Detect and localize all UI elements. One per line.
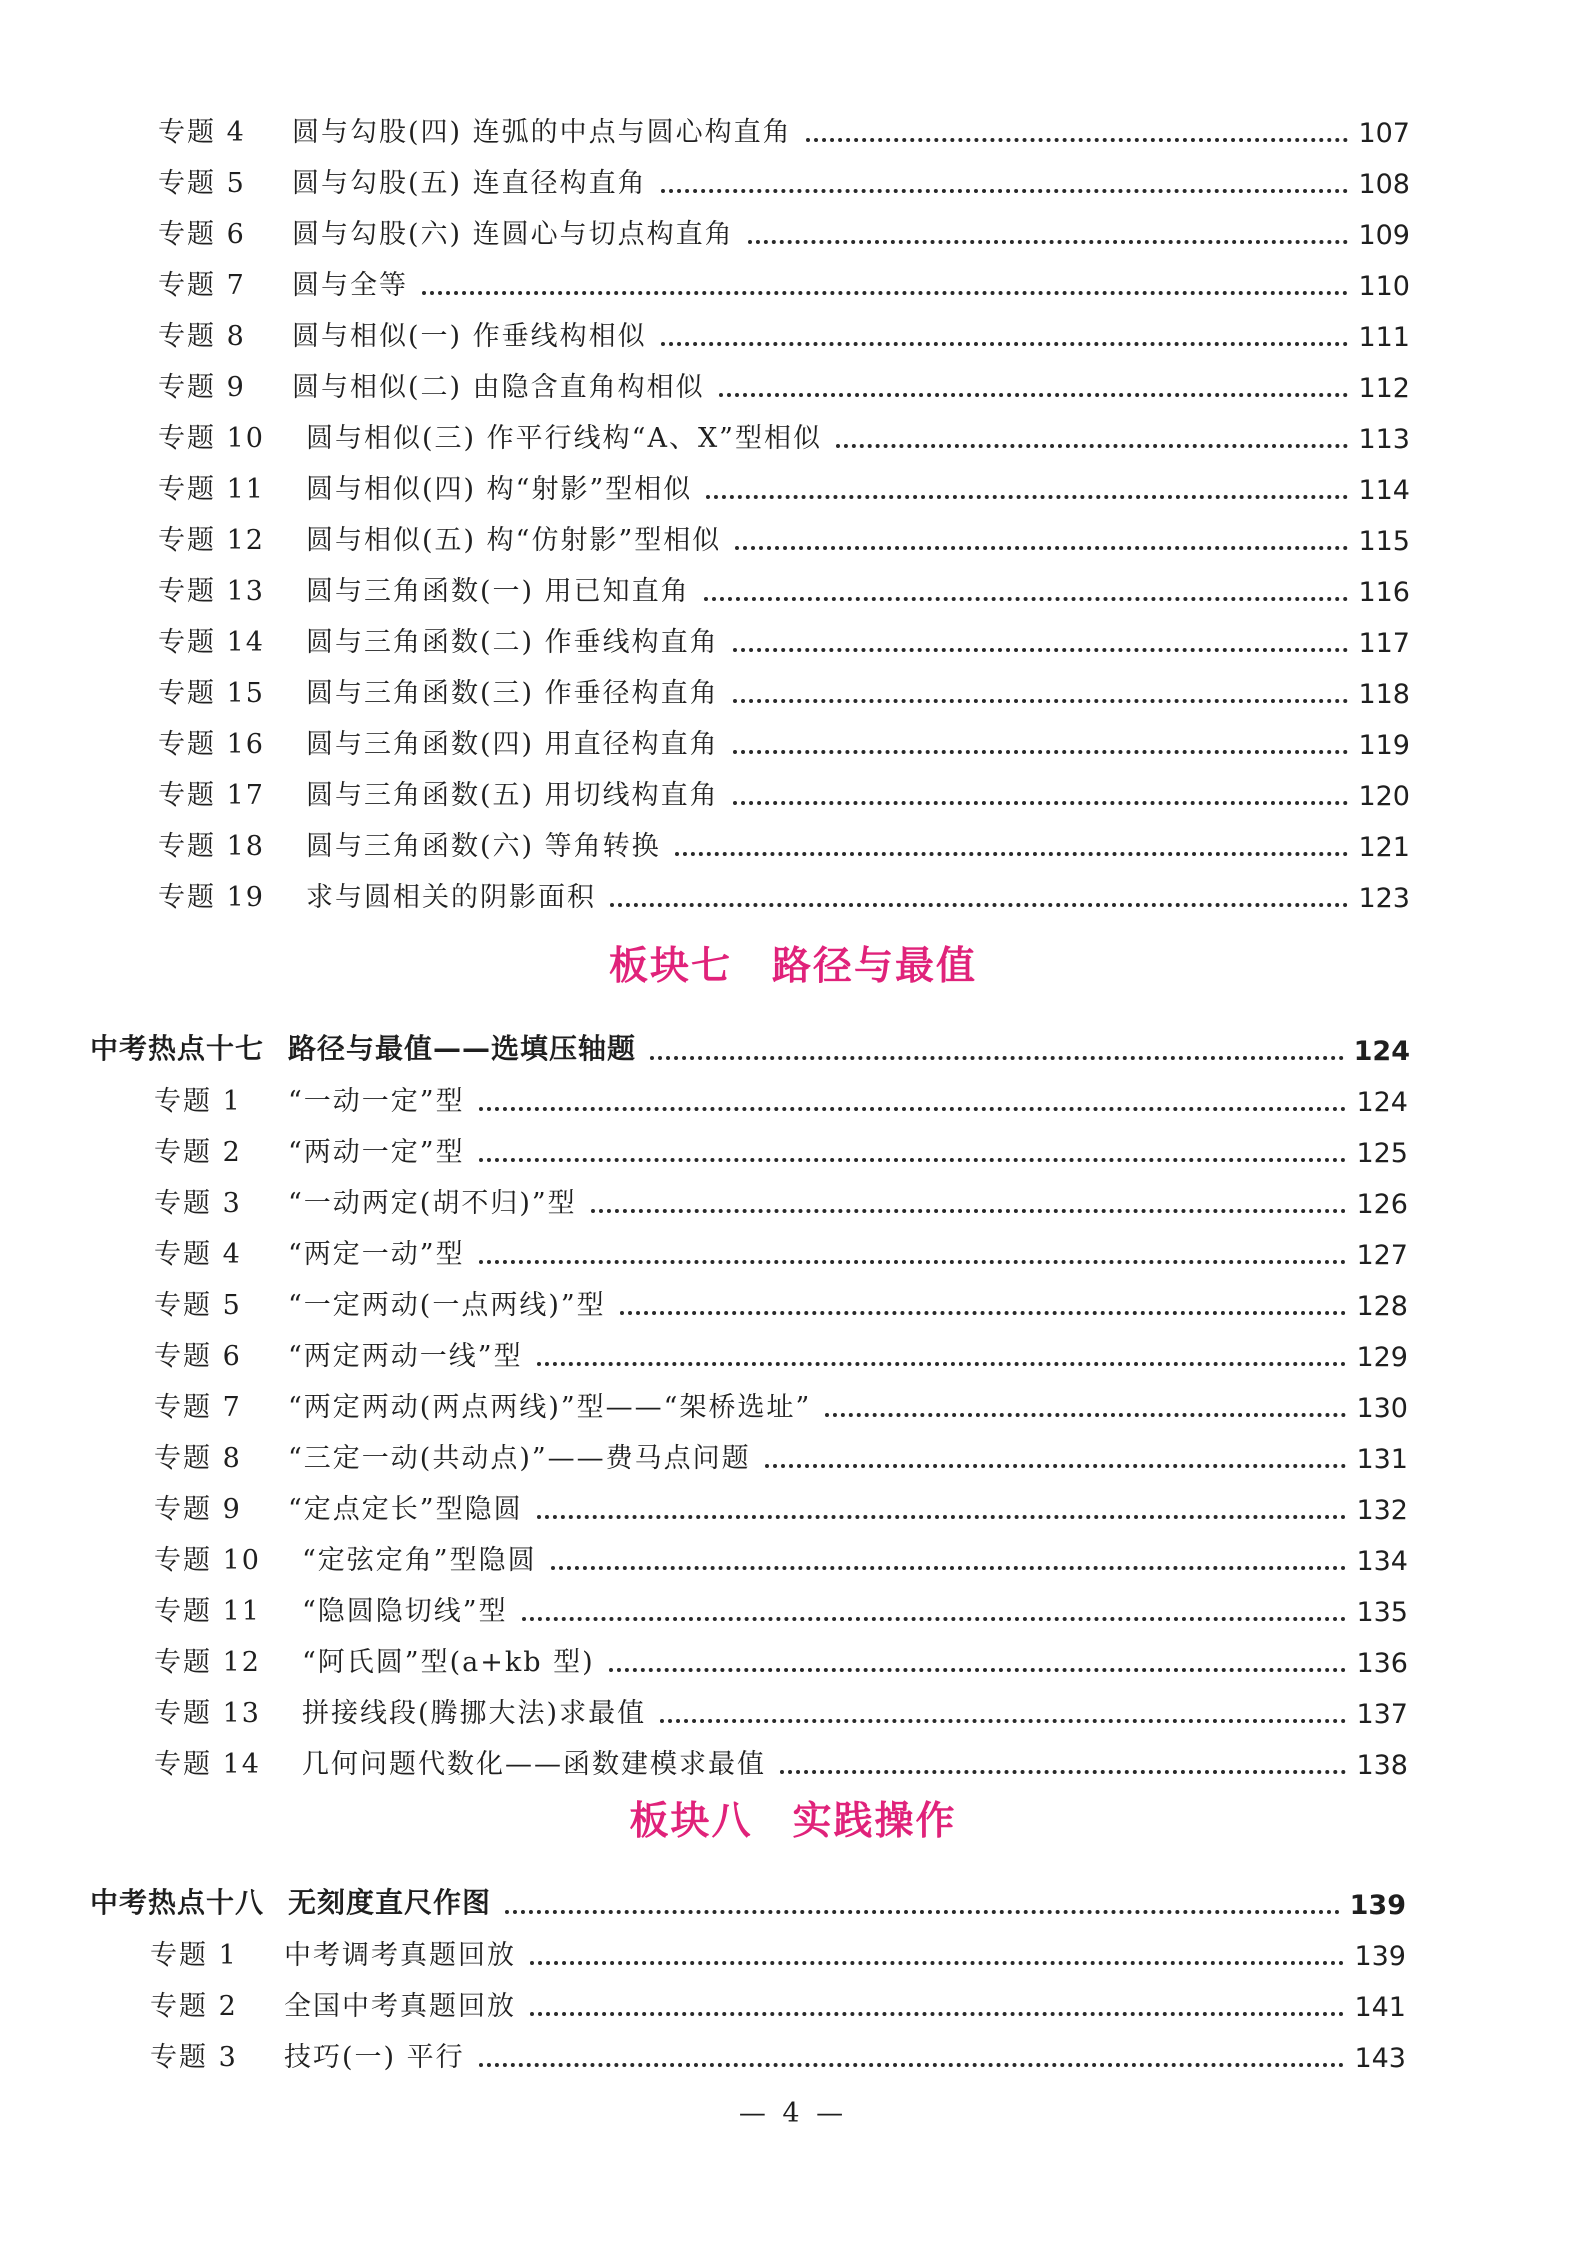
toc-entry-number: 专题 5 xyxy=(158,168,246,199)
toc-leader-dots xyxy=(530,1961,1344,1965)
toc-entry-title: 圆与勾股(六) 连圆心与切点构直角 xyxy=(292,219,734,250)
toc-entry-title: “阿氏圆”型(a+kb 型) xyxy=(302,1647,595,1678)
toc-entry-title: “定弦定角”型隐圆 xyxy=(302,1545,537,1576)
toc-entry-title: 中考调考真题回放 xyxy=(284,1940,516,1971)
toc-leader-dots xyxy=(610,903,1348,907)
block-eight-heading xyxy=(0,1790,1586,1846)
toc-leader-dots xyxy=(650,1056,1344,1060)
toc-leader-dots xyxy=(661,342,1349,346)
toc-entry[interactable] xyxy=(0,1124,1408,1175)
toc-hotspot-entry[interactable] xyxy=(0,1876,1406,1927)
toc-entry-number: 专题 1 xyxy=(150,1940,238,1971)
toc-page-number: 124 xyxy=(1353,1036,1410,1067)
toc-page-number: 141 xyxy=(1354,1992,1406,2023)
toc-topic-list xyxy=(0,1927,1586,2080)
toc-page-number: 115 xyxy=(1358,526,1410,557)
toc-entry-title: 圆与相似(二) 由隐含直角构相似 xyxy=(292,372,705,403)
toc-entry-number: 专题 4 xyxy=(158,117,246,148)
toc-entry-number: 专题 13 xyxy=(158,576,265,607)
toc-page-number: 131 xyxy=(1356,1444,1408,1475)
toc-entry-title: “两定两动一线”型 xyxy=(288,1341,523,1372)
toc-entry[interactable] xyxy=(0,1978,1406,2029)
toc-leader-dots xyxy=(748,240,1349,244)
toc-leader-dots xyxy=(530,2012,1344,2016)
toc-hotspot-number: 中考热点十八 xyxy=(90,1886,265,1919)
toc-entry-number: 专题 11 xyxy=(154,1596,261,1627)
toc-entry-number: 专题 1 xyxy=(154,1086,242,1117)
toc-page-number: 137 xyxy=(1356,1699,1408,1730)
toc-topic-list xyxy=(0,1073,1586,1787)
toc-entry[interactable] xyxy=(0,716,1410,767)
toc-leader-dots xyxy=(479,1260,1347,1264)
toc-page-number: 118 xyxy=(1358,679,1410,710)
toc-entry[interactable] xyxy=(0,1583,1408,1634)
toc-leader-dots xyxy=(551,1566,1347,1570)
toc-page-number: 125 xyxy=(1356,1138,1408,1169)
toc-leader-dots xyxy=(704,597,1349,601)
toc-entry-number: 专题 2 xyxy=(154,1137,242,1168)
toc-entry-title: 圆与三角函数(四) 用直径构直角 xyxy=(306,729,719,760)
toc-entry[interactable] xyxy=(0,512,1410,563)
toc-leader-dots xyxy=(505,1910,1340,1914)
toc-leader-dots xyxy=(706,495,1348,499)
toc-page-number: 128 xyxy=(1356,1291,1408,1322)
toc-entry-number: 专题 12 xyxy=(158,525,265,556)
toc-entry-number: 专题 9 xyxy=(158,372,246,403)
toc-entry[interactable] xyxy=(0,308,1410,359)
toc-entry[interactable] xyxy=(0,2029,1406,2080)
toc-entry[interactable] xyxy=(0,104,1410,155)
toc-entry-title: “三定一动(共动点)”——费马点问题 xyxy=(288,1443,751,1474)
block-eight-label: 板块八 xyxy=(629,1799,753,1844)
toc-page-number: 136 xyxy=(1356,1648,1408,1679)
toc-page-number: 113 xyxy=(1358,424,1410,455)
toc-hotspot-number: 中考热点十七 xyxy=(90,1032,265,1065)
toc-entry[interactable] xyxy=(0,1736,1408,1787)
toc-leader-dots xyxy=(735,546,1348,550)
toc-page-number: 129 xyxy=(1356,1342,1408,1373)
toc-entry[interactable] xyxy=(0,1073,1408,1124)
toc-page-number: 117 xyxy=(1358,628,1410,659)
toc-entry-title: “两动一定”型 xyxy=(288,1137,465,1168)
toc-section-practice xyxy=(0,1876,1586,2080)
toc-entry[interactable] xyxy=(0,359,1410,410)
toc-entry-number: 专题 8 xyxy=(154,1443,242,1474)
toc-page-number: 138 xyxy=(1356,1750,1408,1781)
toc-leader-dots xyxy=(422,291,1348,295)
block-seven-title: 路径与最值 xyxy=(772,944,978,989)
toc-entry-number: 专题 11 xyxy=(158,474,265,505)
toc-leader-dots xyxy=(620,1311,1347,1315)
toc-entry-number: 专题 10 xyxy=(154,1545,261,1576)
toc-entry-number: 专题 18 xyxy=(158,831,265,862)
toc-entry-title: 圆与全等 xyxy=(292,270,408,301)
toc-entry-title: 圆与相似(一) 作垂线构相似 xyxy=(292,321,647,352)
toc-entry-number: 专题 8 xyxy=(158,321,246,352)
toc-page-number: 143 xyxy=(1354,2043,1406,2074)
toc-page-number: 108 xyxy=(1358,169,1410,200)
toc-entry[interactable] xyxy=(0,767,1410,818)
toc-entry-title: “隐圆隐切线”型 xyxy=(302,1596,508,1627)
toc-leader-dots xyxy=(537,1362,1347,1366)
toc-entry-title: “一动两定(胡不归)”型 xyxy=(288,1188,577,1219)
block-seven-label: 板块七 xyxy=(608,944,732,989)
toc-entry-number: 专题 15 xyxy=(158,678,265,709)
toc-entry-title: 圆与三角函数(一) 用已知直角 xyxy=(306,576,690,607)
toc-leader-dots xyxy=(733,699,1349,703)
toc-entry[interactable] xyxy=(0,614,1410,665)
toc-entry-title: “定点定长”型隐圆 xyxy=(288,1494,523,1525)
toc-entry[interactable] xyxy=(0,665,1410,716)
toc-page-number: 116 xyxy=(1358,577,1410,608)
toc-entry-title: 技巧(一) 平行 xyxy=(284,2042,465,2073)
toc-section-circle xyxy=(0,104,1586,920)
toc-entry[interactable] xyxy=(0,1328,1408,1379)
toc-entry-number: 专题 3 xyxy=(150,2042,238,2073)
toc-entry[interactable] xyxy=(0,1927,1406,1978)
toc-leader-dots xyxy=(479,1107,1347,1111)
toc-leader-dots xyxy=(806,138,1349,142)
toc-leader-dots xyxy=(765,1464,1347,1468)
toc-entry[interactable] xyxy=(0,461,1410,512)
toc-entry[interactable] xyxy=(0,869,1410,920)
toc-entry[interactable] xyxy=(0,1685,1408,1736)
toc-entry[interactable] xyxy=(0,1379,1408,1430)
toc-leader-dots xyxy=(733,648,1349,652)
toc-entry-number: 专题 14 xyxy=(158,627,265,658)
toc-leader-dots xyxy=(836,444,1348,448)
toc-entry-title: 拼接线段(腾挪大法)求最值 xyxy=(302,1698,647,1729)
toc-entry-number: 专题 17 xyxy=(158,780,265,811)
toc-entry-number: 专题 3 xyxy=(154,1188,242,1219)
toc-page-number: 110 xyxy=(1358,271,1410,302)
toc-page-number: 127 xyxy=(1356,1240,1408,1271)
toc-hotspot-title: 无刻度直尺作图 xyxy=(288,1886,492,1919)
toc-entry[interactable] xyxy=(0,155,1410,206)
block-eight-title: 实践操作 xyxy=(792,1799,957,1844)
toc-leader-dots xyxy=(780,1770,1346,1774)
toc-entry-number: 专题 7 xyxy=(154,1392,242,1423)
toc-leader-dots xyxy=(537,1515,1347,1519)
toc-page-number: 126 xyxy=(1356,1189,1408,1220)
toc-entry-title: 圆与相似(三) 作平行线构“A、X”型相似 xyxy=(306,423,822,454)
page-footer-number: — 4 — xyxy=(738,2098,848,2129)
toc-leader-dots xyxy=(733,801,1349,805)
toc-leader-dots xyxy=(661,189,1349,193)
toc-leader-dots xyxy=(825,1413,1346,1417)
toc-page-number: 130 xyxy=(1356,1393,1408,1424)
toc-entry-title: 圆与勾股(五) 连直径构直角 xyxy=(292,168,647,199)
toc-entry[interactable] xyxy=(0,563,1410,614)
toc-entry-number: 专题 16 xyxy=(158,729,265,760)
toc-entry[interactable] xyxy=(0,1634,1408,1685)
toc-entry[interactable] xyxy=(0,1532,1408,1583)
toc-page-number: 107 xyxy=(1358,118,1410,149)
toc-section-path-extremum xyxy=(0,1022,1586,1787)
toc-entry-title: “两定两动(两点两线)”型——“架桥选址” xyxy=(288,1392,812,1423)
toc-entry-title: 圆与三角函数(三) 作垂径构直角 xyxy=(306,678,719,709)
toc-page-number: 123 xyxy=(1358,883,1410,914)
toc-leader-dots xyxy=(660,1719,1346,1723)
toc-page-number: 111 xyxy=(1358,322,1410,353)
toc-entry-title: 求与圆相关的阴影面积 xyxy=(306,882,596,913)
toc-entry-title: “一动一定”型 xyxy=(288,1086,465,1117)
toc-entry[interactable] xyxy=(0,1277,1408,1328)
toc-page-number: 124 xyxy=(1356,1087,1408,1118)
toc-page-number: 114 xyxy=(1358,475,1410,506)
toc-leader-dots xyxy=(609,1668,1347,1672)
toc-entry[interactable] xyxy=(0,410,1410,461)
toc-page-number: 109 xyxy=(1358,220,1410,251)
toc-leader-dots xyxy=(591,1209,1347,1213)
toc-entry-number: 专题 7 xyxy=(158,270,246,301)
toc-entry-number: 专题 12 xyxy=(154,1647,261,1678)
toc-leader-dots xyxy=(522,1617,1347,1621)
toc-leader-dots xyxy=(675,852,1349,856)
toc-leader-dots xyxy=(733,750,1349,754)
toc-entry-number: 专题 2 xyxy=(150,1991,238,2022)
toc-entry[interactable] xyxy=(0,1481,1408,1532)
toc-page-number: 135 xyxy=(1356,1597,1408,1628)
toc-leader-dots xyxy=(479,2063,1345,2067)
toc-entry[interactable] xyxy=(0,1175,1408,1226)
toc-page-number: 120 xyxy=(1358,781,1410,812)
toc-entry-title: 圆与相似(四) 构“射影”型相似 xyxy=(306,474,693,505)
toc-page-number: 134 xyxy=(1356,1546,1408,1577)
toc-leader-dots xyxy=(479,1158,1347,1162)
toc-page-number: 132 xyxy=(1356,1495,1408,1526)
toc-entry-number: 专题 9 xyxy=(154,1494,242,1525)
toc-entry-title: “一定两动(一点两线)”型 xyxy=(288,1290,606,1321)
toc-entry-number: 专题 6 xyxy=(158,219,246,250)
toc-entry[interactable] xyxy=(0,1430,1408,1481)
toc-entry[interactable] xyxy=(0,206,1410,257)
toc-entry-number: 专题 19 xyxy=(158,882,265,913)
toc-entry-number: 专题 5 xyxy=(154,1290,242,1321)
toc-entry-number: 专题 13 xyxy=(154,1698,261,1729)
toc-page-number: 139 xyxy=(1354,1941,1406,1972)
toc-entry-title: 圆与勾股(四) 连弧的中点与圆心构直角 xyxy=(292,117,792,148)
toc-entry-number: 专题 6 xyxy=(154,1341,242,1372)
toc-entry-number: 专题 4 xyxy=(154,1239,242,1270)
toc-entry-title: 全国中考真题回放 xyxy=(284,1991,516,2022)
toc-page-number: 112 xyxy=(1358,373,1410,404)
toc-entry[interactable] xyxy=(0,818,1410,869)
toc-entry-title: 圆与相似(五) 构“仿射影”型相似 xyxy=(306,525,722,556)
toc-hotspot-title: 路径与最值——选填压轴题 xyxy=(288,1032,637,1065)
toc-entry[interactable] xyxy=(0,1226,1408,1277)
toc-entry-number: 专题 14 xyxy=(154,1749,261,1780)
block-seven-heading xyxy=(0,935,1586,991)
toc-entry-title: “两定一动”型 xyxy=(288,1239,465,1270)
toc-leader-dots xyxy=(719,393,1349,397)
toc-page-number: 119 xyxy=(1358,730,1410,761)
toc-entry-title: 几何问题代数化——函数建模求最值 xyxy=(302,1749,766,1780)
toc-entry-title: 圆与三角函数(六) 等角转换 xyxy=(306,831,661,862)
toc-page-number: 139 xyxy=(1349,1890,1406,1921)
toc-entry-title: 圆与三角函数(五) 用切线构直角 xyxy=(306,780,719,811)
toc-entry-title: 圆与三角函数(二) 作垂线构直角 xyxy=(306,627,719,658)
toc-page-number: 121 xyxy=(1358,832,1410,863)
toc-hotspot-entry[interactable] xyxy=(0,1022,1410,1073)
toc-entry[interactable] xyxy=(0,257,1410,308)
toc-entry-number: 专题 10 xyxy=(158,423,265,454)
